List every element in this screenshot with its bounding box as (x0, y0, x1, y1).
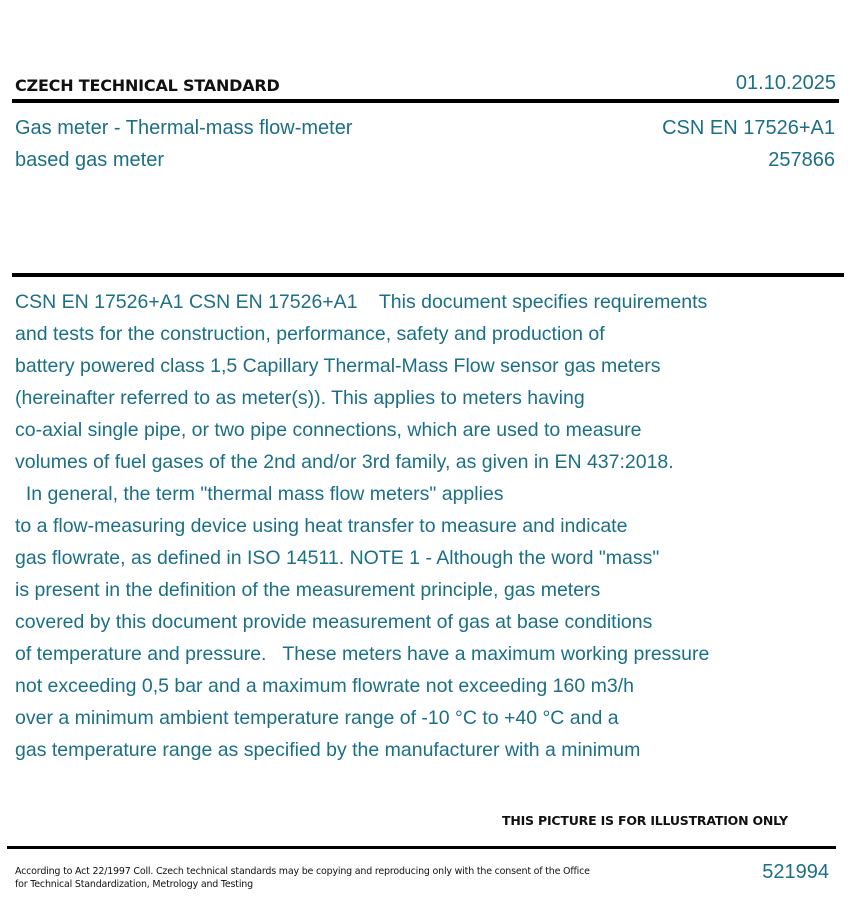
abstract-line: CSN EN 17526+A1 CSN EN 17526+A1 This document specifies requirements (15, 291, 708, 313)
legal-notice-line-1: According to Act 22/1997 Coll. Czech technical standards may be copying and reproducing only with the consent of the Office (15, 866, 590, 877)
publication-date: 01.10.2025 (735, 72, 836, 94)
footer-document-id: 521994 (762, 861, 829, 883)
abstract-line: battery powered class 1,5 Capillary Thermal-Mass Flow sensor gas meters (15, 355, 661, 377)
abstract-line: is present in the definition of the measurement principle, gas meters (15, 579, 601, 601)
abstract-line: over a minimum ambient temperature range of -10 °C to +40 °C and a (15, 707, 619, 729)
legal-notice-line-2: for Technical Standardization, Metrology and Testing (15, 879, 253, 890)
footer-divider (7, 846, 836, 849)
abstract-line: and tests for the construction, performance, safety and production of (15, 323, 605, 345)
abstract-line: gas temperature range as specified by the manufacturer with a minimum (15, 739, 641, 761)
illustration-disclaimer: THIS PICTURE IS FOR ILLUSTRATION ONLY (502, 813, 788, 828)
abstract-line: gas flowrate, as defined in ISO 14511. NOTE 1 - Although the word "mass" (15, 547, 660, 569)
abstract-line: In general, the term "thermal mass flow meters" applies (15, 483, 504, 505)
standard-code: CSN EN 17526+A1 (662, 117, 835, 139)
abstract-line: volumes of fuel gases of the 2nd and/or 3rd family, as given in EN 437:2018. (15, 451, 674, 473)
abstract-line: not exceeding 0,5 bar and a maximum flowrate not exceeding 160 m3/h (15, 675, 634, 697)
abstract-line: to a flow-measuring device using heat transfer to measure and indicate (15, 515, 628, 537)
standard-header-title: CZECH TECHNICAL STANDARD (15, 76, 280, 95)
abstract-line: co-axial single pipe, or two pipe connections, which are used to measure (15, 419, 642, 441)
legal-notice (15, 865, 590, 891)
document-abstract (15, 286, 835, 766)
abstract-line: covered by this document provide measurement of gas at base conditions (15, 611, 653, 633)
section-divider (12, 273, 844, 277)
abstract-line: (hereinafter referred to as meter(s)). This applies to meters having (15, 387, 585, 409)
catalog-number: 257866 (768, 149, 835, 171)
document-title-line-1: Gas meter - Thermal-mass flow-meter (15, 117, 353, 139)
abstract-line: of temperature and pressure. These meters have a maximum working pressure (15, 643, 710, 665)
header-divider (12, 99, 839, 103)
document-title-line-2: based gas meter (15, 149, 164, 171)
